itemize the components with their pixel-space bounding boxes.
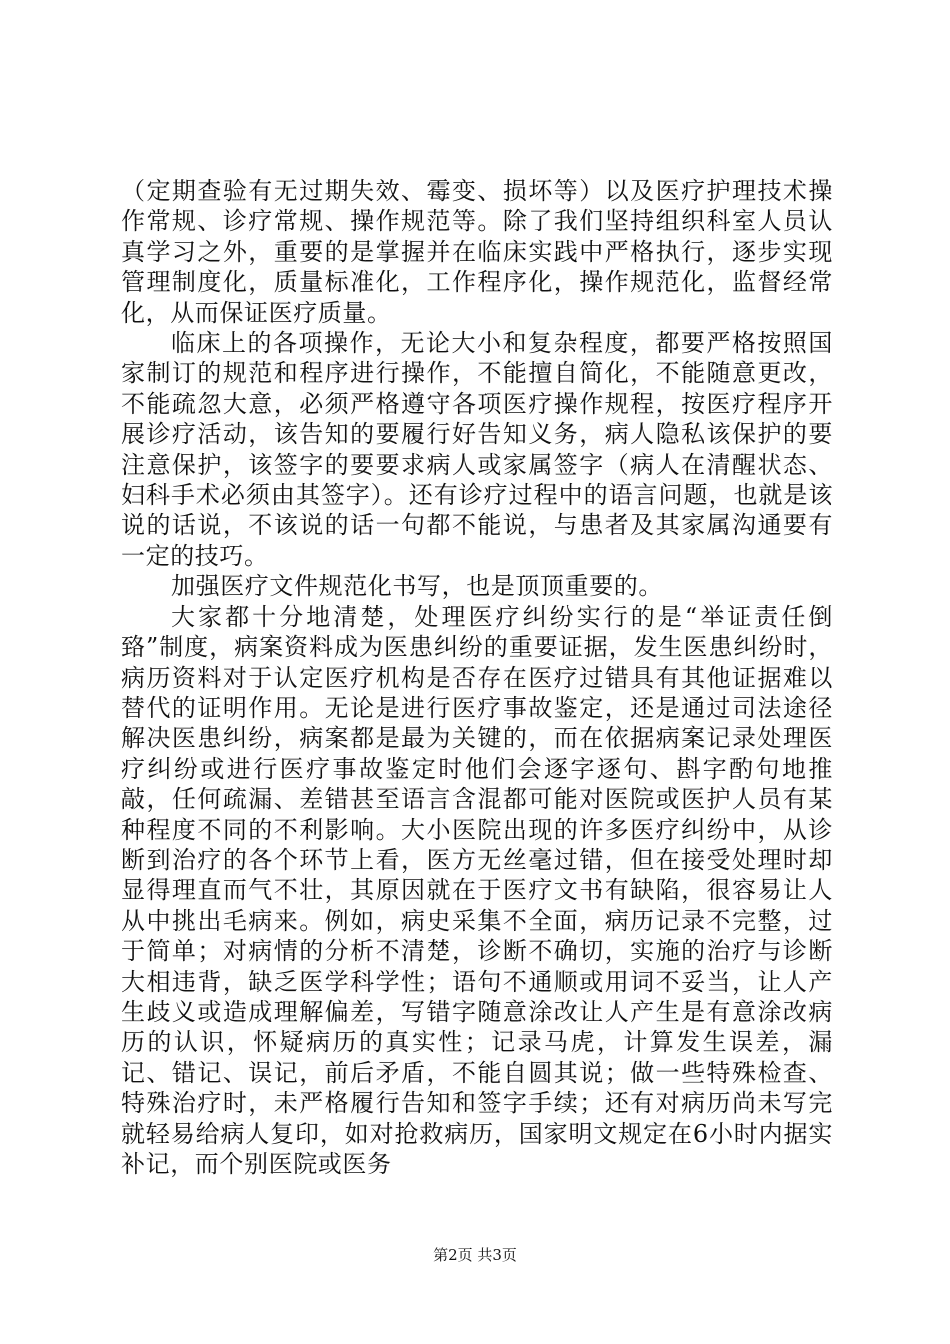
paragraph-3: 加强医疗文件规范化书写，也是顶顶重要的。 [171,572,663,601]
page-footer: 第2页 共3页 [433,1246,517,1264]
document-body [121,176,833,1179]
paragraph-1: （定期查验有无过期失效、霉变、损坏等）以及医疗护理技术操作常规、诊疗常规、操作规范等。除了我们坚持组织科室人员认真学习之外，重要的是掌握并在临床实践中严格执行，逐步实现管理制度化，质量标准化，工作程序化，操作规范化，监督经常化，从而保证医疗质量。 [121,177,833,327]
paragraph-4: 大家都十分地清楚，处理医疗纠纷实行的是“举证责任倒臵”制度，病案资料成为医患纠纷的重要证据，发生医患纠纷时，病历资料对于认定医疗机构是否存在医疗过错具有其他证据难以替代的证明作用。无论是进行医疗事故鉴定，还是通过司法途径解决医患纠纷，病案都是最为关键的，而在依据病案记录处理医疗纠纷或进行医疗事故鉴定时他们会逐字逐句、斟字酌句地推敲，任何疏漏、差错甚至语言含混都可能对医院或医护人员有某种程度不同的不利影响。大小医院出现的许多医疗纠纷中，从诊断到治疗的各个环节上看，医方无丝毫过错，但在接受处理时却显得理直而气不壮，其原因就在于医疗文书有缺陷，很容易让人从中挑出毛病来。例如，病史采集不全面，病历记录不完整，过于简单；对病情的分析不清楚，诊断不确切，实施的治疗与诊断大相违背，缺乏医学科学性；语句不通顺或用词不妥当，让人产生歧义或造成理解偏差，写错字随意涂改让人产生是有意涂改病历的认识，怀疑病历的真实性；记录马虎，计算发生误差，漏记、错记、误记，前后矛盾，不能自圆其说；做一些特殊检查、特殊治疗时，未严格履行告知和签字手续；还有对病历尚未写完就轻易给病人复印，如对抢救病历，国家明文规定在6小时内据实补记，而个别医院或医务 [121,602,833,1178]
paragraph-2: 临床上的各项操作，无论大小和复杂程度，都要严格按照国家制订的规范和程序进行操作，不能擅自简化，不能随意更改，不能疏忽大意，必须严格遵守各项医疗操作规程，按医疗程序开展诊疗活动，该告知的要履行好告知义务，病人隐私该保护的要注意保护，该签字的要要求病人或家属签字（病人在清醒状态、妇科手术必须由其签字）。还有诊疗过程中的语言问题，也就是该说的话说，不该说的话一句都不能说，与患者及其家属沟通要有一定的技巧。 [121,329,833,570]
